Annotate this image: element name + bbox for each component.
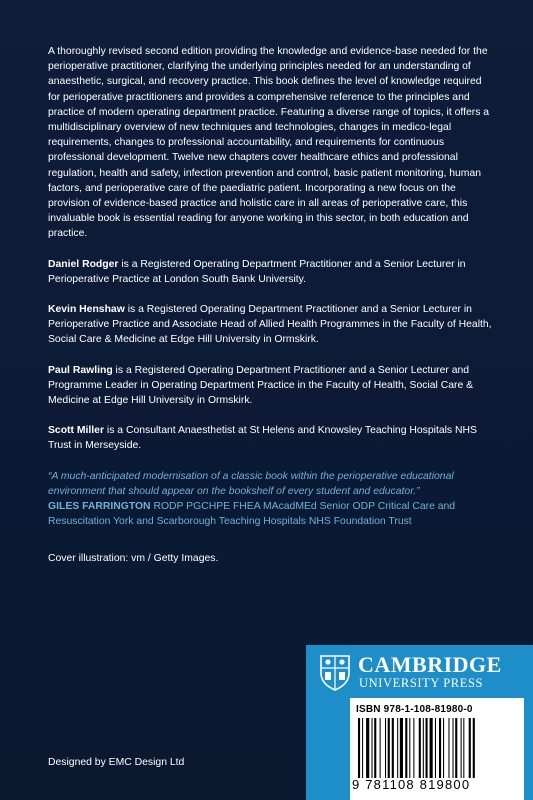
book-description: A thoroughly revised second edition providing the knowledge and evidence-base needed for the perioperative practitioner, clarifying the underlying principles needed for an understanding of anaesthetic, surgical, and recovery practice. This book defines the level of knowledge required for perioperative practitioners and provides a comprehensive reference to the principles and practice of modern operating department practice. Featuring a diverse range of topics, it offers a multidisciplinary overview of new techniques and technologies, changes in medico-legal requirements, changes to professional accountability, and requirements for continuous professional development. Twelve new chapters cover healthcare ethics and professional regulation, health and safety, infection prevention and control, basic patient monitoring, human factors, and perioperative care of the paediatric patient. Incorporating a new focus on the provision of evidence-based practice and holistic care in all areas of perioperative care, this invaluable book is essential reading for anyone working in this sector, in both education and practice.: [48, 46, 490, 240]
endorsement-author: [48, 499, 493, 529]
isbn-block: [350, 698, 524, 800]
author-bio: [48, 363, 493, 409]
author-bio: [48, 423, 493, 453]
author-bio-text: is a Consultant Anaesthetist at St Helens and Knowsley Teaching Hospitals NHS Trust in Merseyside.: [48, 425, 477, 452]
publisher-block: [306, 645, 533, 800]
author-name: Scott Miller: [48, 425, 105, 437]
author-bio: [48, 257, 493, 287]
cambridge-shield-icon: [320, 655, 350, 691]
author-bio: [48, 302, 493, 348]
designer-credit: Designed by EMC Design Ltd: [48, 757, 185, 768]
endorsement-quote: “A much-anticipated modernisation of a classic book within the perioperative educational environment that should appear on the bookshelf of every student and educator.”: [48, 470, 454, 497]
author-name: Kevin Henshaw: [48, 304, 125, 316]
author-bio-text: is a Registered Operating Department Practitioner and a Senior Lecturer and Programme Leader in Operating Department Practice in the Faculty of Health, Social Care & Medicine at Edge Hill University in Ormskirk.: [48, 364, 474, 407]
author-bio-text: is a Registered Operating Department Practitioner and a Senior Lecturer in Perioperative Practice at London South Bank University.: [48, 258, 466, 285]
author-name: Daniel Rodger: [48, 258, 119, 270]
isbn-label: ISBN 978-1-108-81980-0: [356, 704, 473, 715]
cover-credit: Cover illustration: vm / Getty Images.: [48, 553, 219, 565]
barcode-digits: 9 781108 819800: [352, 777, 471, 792]
publisher-name: CAMBRIDGE: [358, 652, 502, 677]
endorser-name: GILES FARRINGTON: [48, 501, 151, 513]
author-name: Paul Rawling: [48, 364, 113, 376]
endorser-details: RODP PGCHPE FHEA MAcadMEd Senior ODP Critical Care and Resuscitation York and Scarborough Teaching Hospitals NHS Foundation Trust: [48, 501, 456, 528]
back-cover-text: [48, 44, 493, 567]
publisher-subname: UNIVERSITY PRESS: [359, 676, 484, 690]
barcode: [356, 718, 518, 780]
author-bio-text: is a Registered Operating Department Practitioner and a Senior Lecturer in Perioperative Practice and Associate Head of Allied Health Programmes in the Faculty of Health, Social Care & Medicine at Edge Hill University in Ormskirk.: [48, 304, 492, 346]
